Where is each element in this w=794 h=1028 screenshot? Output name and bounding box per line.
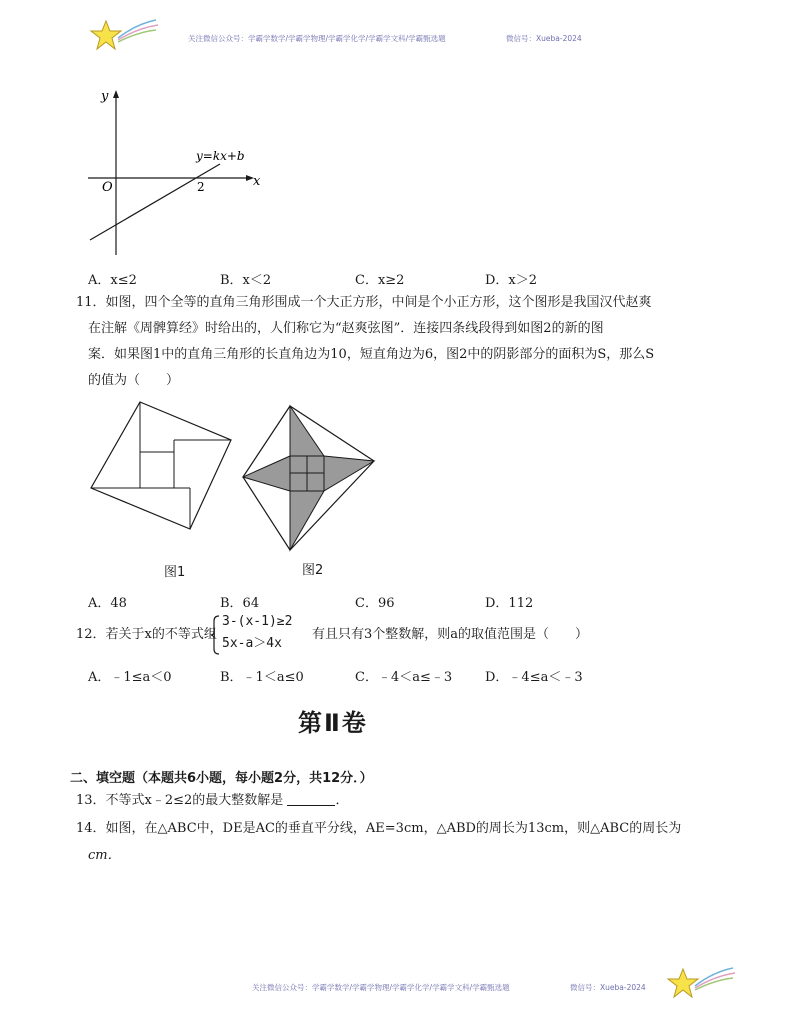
- left-brace-icon: [210, 615, 220, 655]
- section-2-heading: 二、填空题（本题共6小题，每小题2分，共12分．）: [70, 771, 373, 786]
- q12-inequality-1: 3-(x-1)≥2: [222, 614, 293, 629]
- q10-option-b: B．x＜2: [220, 273, 272, 288]
- header-text: 关注微信公众号：学霸学数学/学霸学物理/学霸学化学/学霸学文科/学霸甄选题: [188, 34, 446, 43]
- q12-option-b: B．﹣1＜a≤0: [220, 670, 304, 685]
- linear-function-graph: [80, 85, 280, 260]
- q13-suffix: ．: [335, 793, 349, 808]
- q12-option-d: D．﹣4≤a＜﹣3: [485, 670, 583, 685]
- q14-line-2: cm．: [88, 848, 121, 863]
- q11-option-a: A．48: [88, 596, 127, 611]
- x-intercept-label: 2: [197, 180, 205, 194]
- q11-option-d: D．112: [485, 596, 534, 611]
- star-logo-icon: [88, 16, 160, 56]
- q13-answer-blank: [287, 793, 335, 806]
- q10-option-c: C．x≥2: [355, 273, 405, 288]
- footer-wechat: 微信号：Xueba-2024: [570, 983, 646, 992]
- q11-line-4: 的值为（ ）: [88, 373, 180, 388]
- q13-question: [76, 788, 348, 814]
- figure-1-zhao-shuang-diagram: [88, 400, 238, 545]
- q11-line-2: 在注解《周髀算经》时给出的，人们称它为“赵爽弦图”．连接四条线段得到如图2的新的图: [88, 321, 604, 336]
- figure-2-shaded-diagram: [238, 403, 378, 553]
- q11-line-3: 案．如果图1中的直角三角形的长直角边为10，短直角边为6，图2中的阴影部分的面积为S，那么S: [88, 347, 655, 362]
- q14-line-1: 14．如图，在△ABC中，DE是AC的垂直平分线，AE=3cm，△ABD的周长为13cm，则△ABC的周长为: [76, 821, 682, 836]
- q11-line-1: 11．如图，四个全等的直角三角形围成一个大正方形，中间是个小正方形，这个图形是我国汉代赵爽: [76, 295, 652, 310]
- q12-prefix: 12．若关于x的不等式组: [76, 627, 217, 642]
- q10-option-d: D．x＞2: [485, 273, 538, 288]
- q11-option-b: B．64: [220, 596, 260, 611]
- q12-inequality-2: 5x-a＞4x: [222, 636, 282, 651]
- footer-text: 关注微信公众号：学霸学数学/学霸学物理/学霸学化学/学霸学文科/学霸甄选题: [252, 983, 510, 992]
- q12-suffix: 有且只有3个整数解，则a的取值范围是（ ）: [312, 627, 589, 642]
- star-logo-icon: [665, 964, 737, 1004]
- q12-option-a: A．﹣1≤a＜0: [88, 670, 172, 685]
- line-equation-label: y=kx+b: [196, 149, 245, 163]
- q10-option-a: A．x≤2: [88, 273, 137, 288]
- y-axis-label: y: [101, 89, 109, 104]
- origin-label: O: [102, 180, 113, 195]
- q12-option-c: C．﹣4＜a≤﹣3: [355, 670, 453, 685]
- figure-2-caption: 图2: [302, 563, 324, 578]
- q11-option-c: C．96: [355, 596, 395, 611]
- q13-prefix: 13．不等式x﹣2≤2的最大整数解是: [76, 793, 284, 808]
- volume-title: 第Ⅱ卷: [298, 709, 368, 737]
- x-axis-label: x: [253, 174, 261, 189]
- figure-1-caption: 图1: [164, 565, 186, 580]
- header-wechat: 微信号：Xueba-2024: [506, 34, 582, 43]
